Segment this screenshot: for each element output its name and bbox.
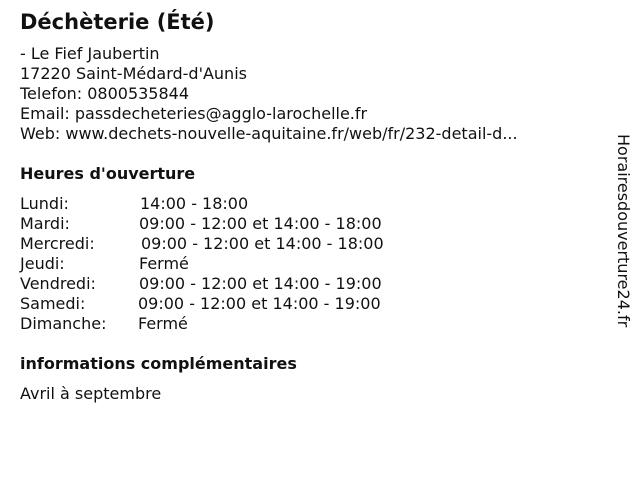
day-label: Vendredi: — [20, 274, 96, 293]
address-block — [20, 44, 518, 144]
page-title: Déchèterie (Été) — [20, 10, 215, 34]
day-label: Jeudi: — [20, 254, 65, 273]
info-heading: informations complémentaires — [20, 354, 297, 373]
web-line[interactable]: Web: www.dechets-nouvelle-aquitaine.fr/web/fr/232-detail-d... — [20, 124, 518, 143]
hours-heading: Heures d'ouverture — [20, 164, 196, 183]
day-label: Samedi: — [20, 294, 86, 313]
time-value: Fermé — [139, 254, 189, 273]
time-value: 09:00 - 12:00 et 14:00 - 18:00 — [139, 214, 382, 233]
day-label: Mardi: — [20, 214, 70, 233]
city-line: 17220 Saint-Médard-d'Aunis — [20, 64, 247, 83]
phone-line[interactable]: Telefon: 0800535844 — [20, 84, 190, 103]
street-line: - Le Fief Jaubertin — [20, 44, 160, 63]
time-value: Fermé — [138, 314, 188, 333]
watermark: Horairesdouverture24.fr — [614, 134, 633, 328]
day-label: Lundi: — [20, 194, 69, 213]
time-value: 09:00 - 12:00 et 14:00 - 18:00 — [141, 234, 384, 253]
info-text: Avril à septembre — [20, 384, 162, 403]
day-label: Mercredi: — [20, 234, 95, 253]
email-line[interactable]: Email: passdecheteries@agglo-larochelle.fr — [20, 104, 368, 123]
time-value: 09:00 - 12:00 et 14:00 - 19:00 — [139, 274, 382, 293]
day-label: Dimanche: — [20, 314, 107, 333]
time-value: 09:00 - 12:00 et 14:00 - 19:00 — [138, 294, 381, 313]
time-value: 14:00 - 18:00 — [140, 194, 249, 213]
